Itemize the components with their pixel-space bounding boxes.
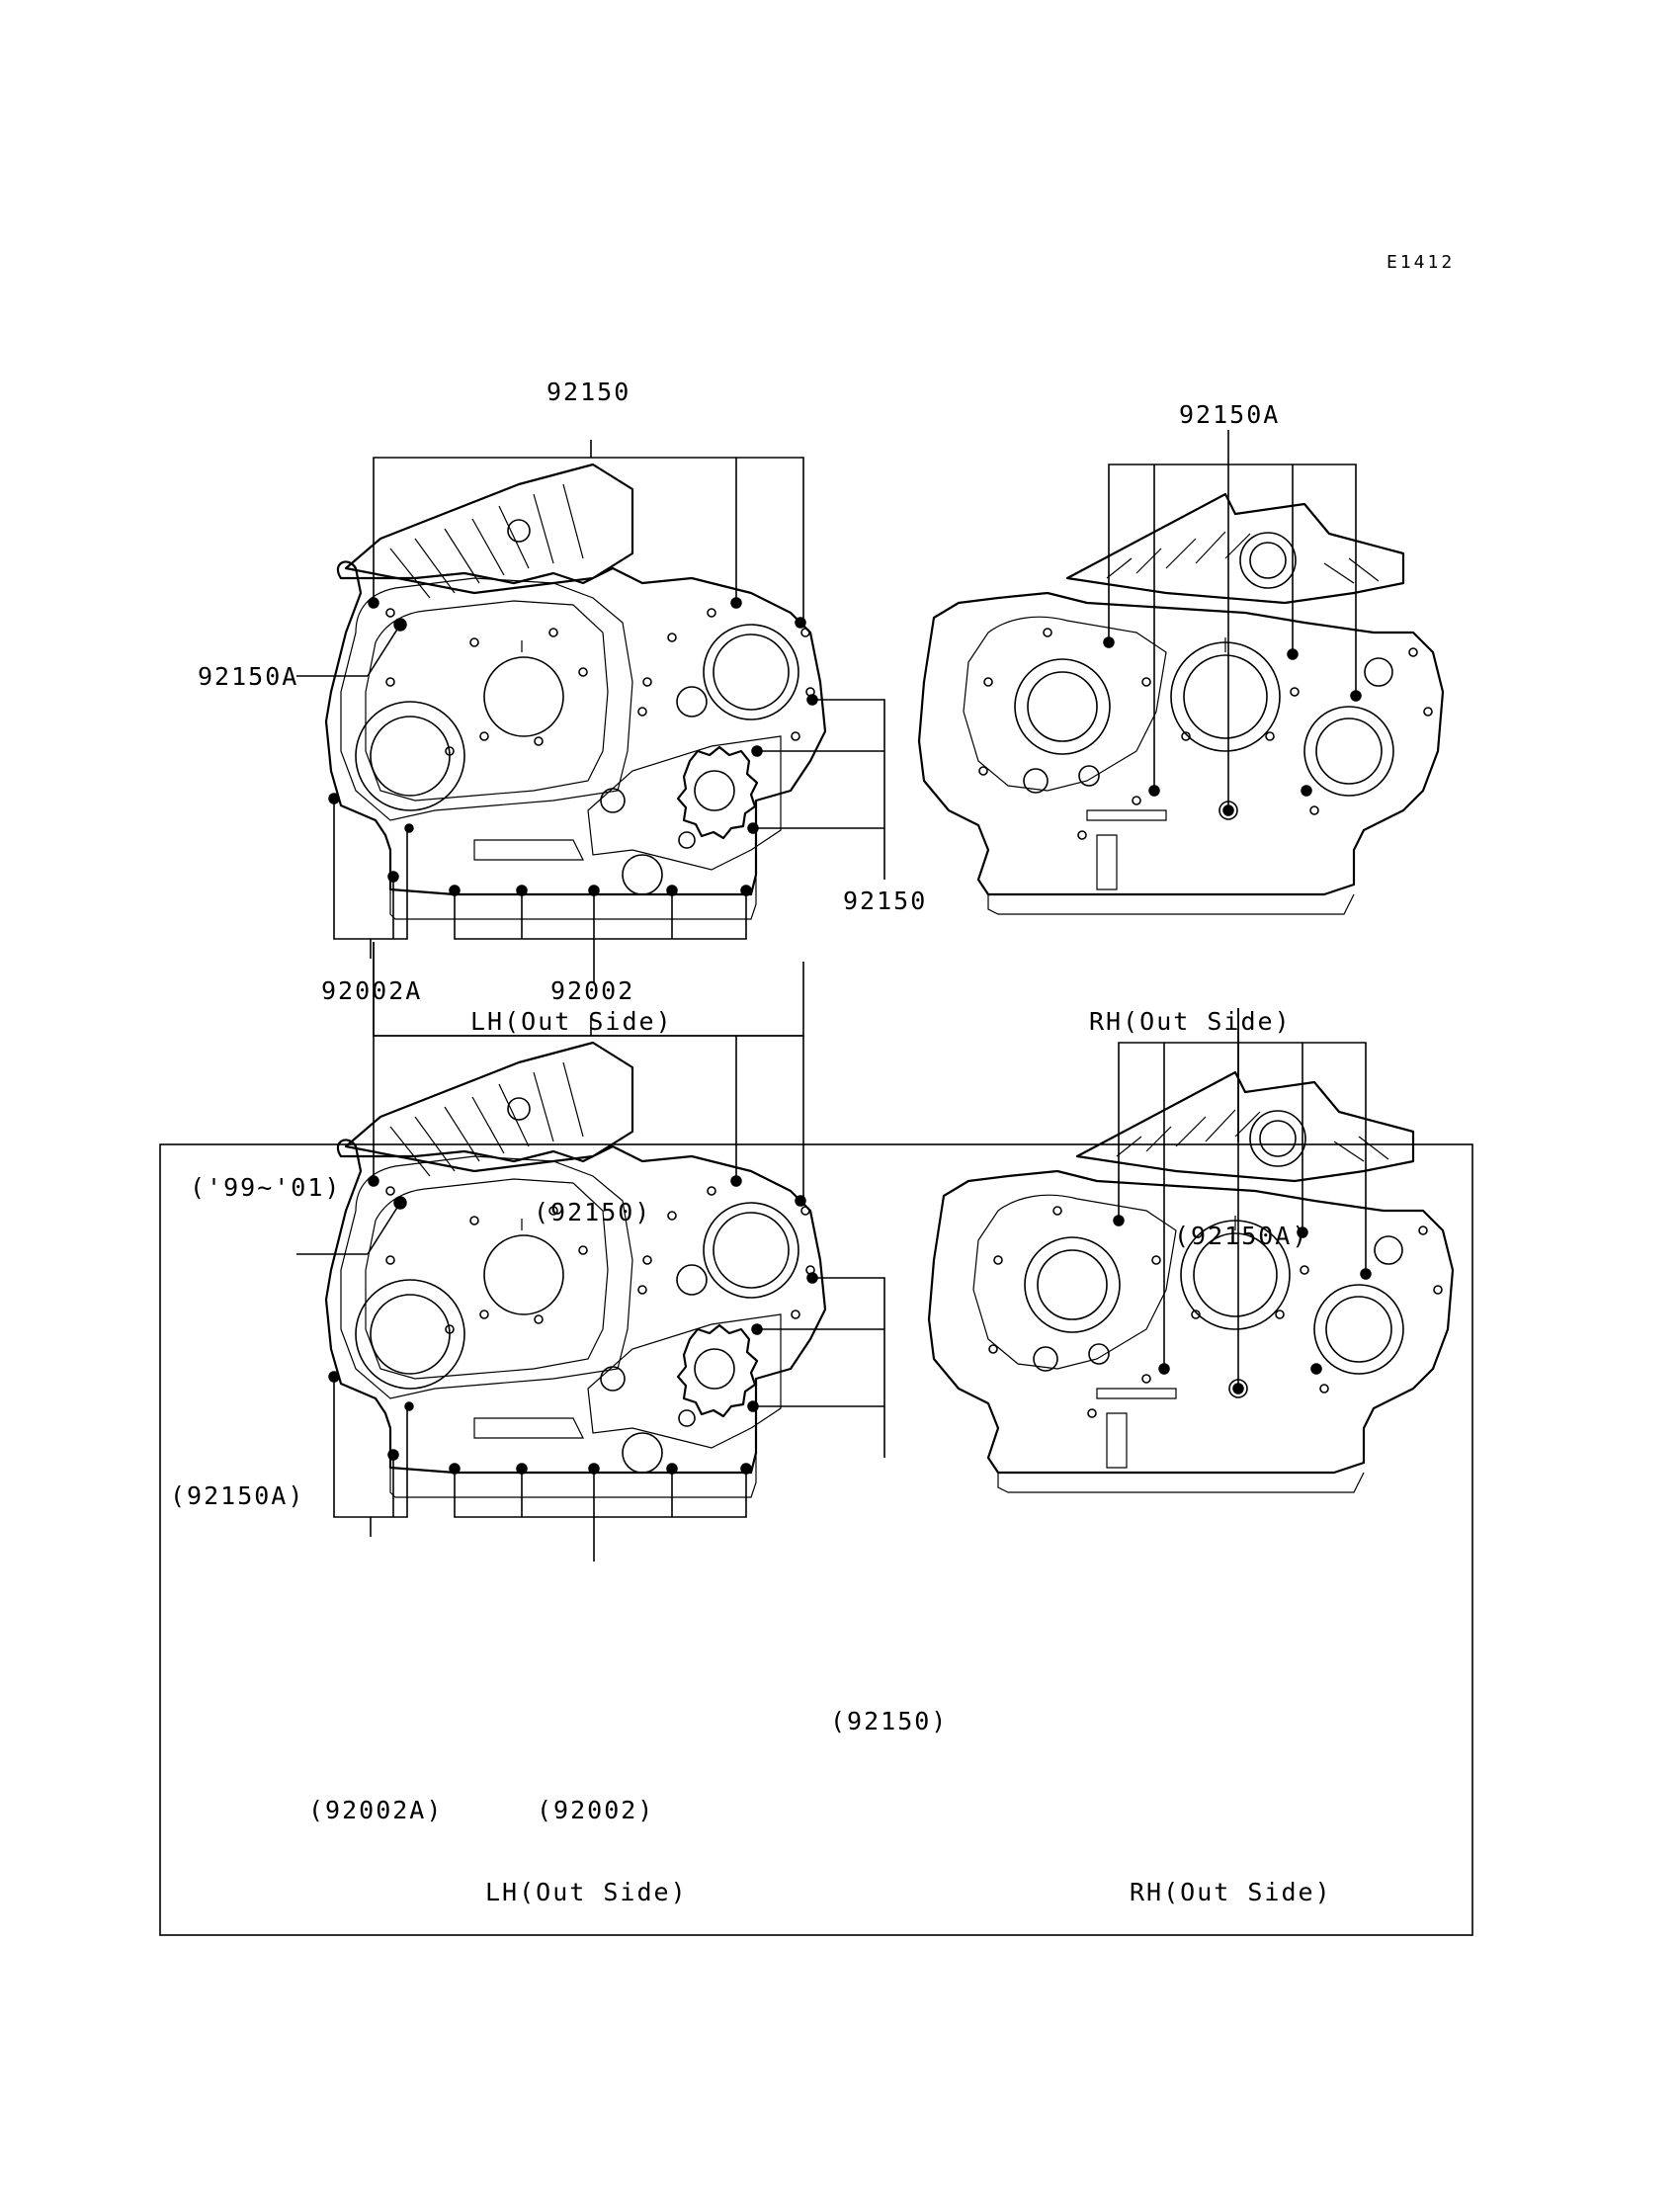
- top-lh-label-92150A: 92150A: [198, 662, 299, 691]
- bottom-lh-label-92150A: (92150A): [170, 1481, 305, 1510]
- top-lh-label-92150: 92150: [546, 378, 631, 406]
- bottom-rh-caption: RH(Out Side): [1130, 1878, 1332, 1906]
- top-lh-caption: LH(Out Side): [470, 1007, 673, 1036]
- year-range-label: ('99~'01): [190, 1173, 342, 1202]
- bottom-lh-crankcase: [326, 1043, 825, 1497]
- bottom-rh-leaders: [1119, 1008, 1366, 1389]
- top-rh-label-92150A: 92150A: [1179, 400, 1281, 429]
- bottom-rh-label-92150A: (92150A): [1174, 1222, 1309, 1250]
- top-lh-leaders: [296, 440, 884, 983]
- top-rh-leaders: [1109, 430, 1356, 810]
- bottom-rh-crankcase: [929, 1072, 1453, 1492]
- bottom-lh-caption: LH(Out Side): [485, 1878, 688, 1906]
- top-lh-label-92002A: 92002A: [321, 976, 423, 1005]
- bottom-lh-label-92002: (92002): [537, 1796, 655, 1824]
- bottom-lh-label-92150: (92150): [534, 1198, 652, 1226]
- top-rh-caption: RH(Out Side): [1089, 1007, 1292, 1036]
- top-lh-label-92002: 92002: [550, 976, 635, 1005]
- reference-code: E1412: [1386, 252, 1456, 273]
- bottom-lh-label-92150-right: (92150): [830, 1707, 949, 1735]
- top-lh-label-92150-right: 92150: [843, 887, 928, 915]
- bottom-lh-label-92002A: (92002A): [308, 1796, 444, 1824]
- top-lh-crankcase: [326, 465, 825, 919]
- top-rh-crankcase: [919, 494, 1443, 914]
